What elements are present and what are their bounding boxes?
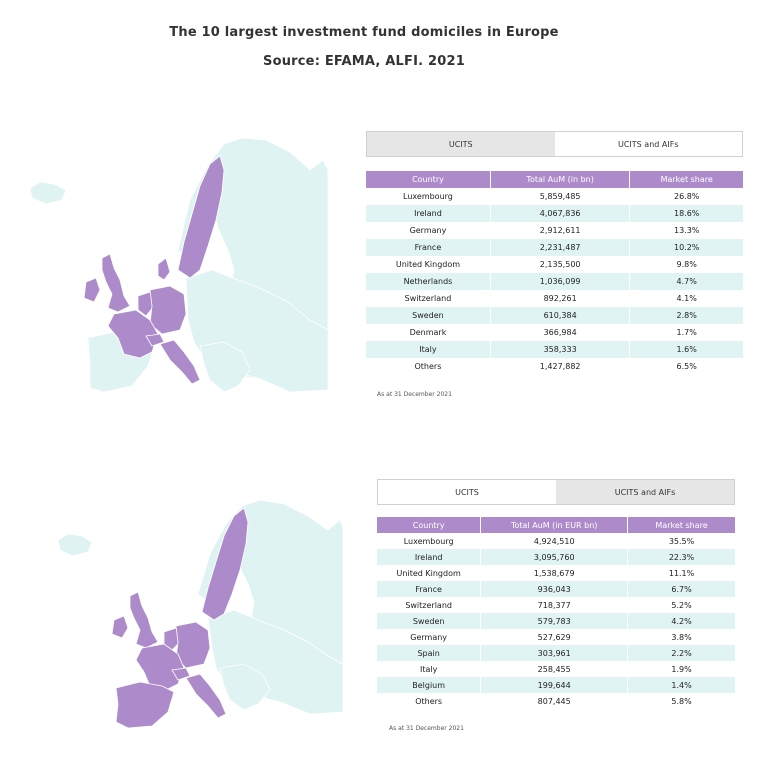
cell-aum: 4,067,836	[490, 205, 629, 222]
table-row	[377, 581, 735, 597]
table-row	[377, 565, 735, 581]
europe-map-ucits	[58, 498, 343, 730]
panel-ucits-aifs	[366, 131, 743, 375]
cell-country: Germany	[366, 222, 490, 239]
cell-country: Italy	[377, 661, 481, 677]
domicile-table	[377, 517, 735, 709]
cell-country: Switzerland	[366, 290, 490, 307]
column-header-aum: Total AuM (in bn)	[490, 171, 629, 188]
table-row	[366, 222, 743, 239]
cell-aum: 892,261	[490, 290, 629, 307]
cell-aum: 199,644	[481, 677, 628, 693]
cell-aum: 358,333	[490, 341, 629, 358]
table-row	[377, 613, 735, 629]
cell-share: 1.6%	[630, 341, 743, 358]
cell-country: France	[377, 581, 481, 597]
cell-aum: 2,231,487	[490, 239, 629, 256]
table-row	[377, 597, 735, 613]
table-row	[377, 645, 735, 661]
table-row	[366, 341, 743, 358]
table-row	[366, 324, 743, 341]
cell-share: 5.2%	[628, 597, 735, 613]
cell-country: Germany	[377, 629, 481, 645]
map-highlight-italy	[160, 340, 200, 384]
table-row	[366, 358, 743, 375]
cell-country: Ireland	[377, 549, 481, 565]
tab-bar	[377, 479, 735, 505]
cell-aum: 527,629	[481, 629, 628, 645]
cell-share: 1.7%	[630, 324, 743, 341]
panel-ucits	[377, 479, 735, 709]
cell-share: 4.2%	[628, 613, 735, 629]
cell-aum: 4,924,510	[481, 533, 628, 549]
table-row	[377, 661, 735, 677]
map-highlight-germany	[150, 286, 186, 334]
cell-country: Luxembourg	[366, 188, 490, 205]
footnote-date: As at 31 December 2021	[377, 391, 452, 398]
table-row	[377, 677, 735, 693]
cell-share: 6.7%	[628, 581, 735, 597]
cell-country: United Kingdom	[377, 565, 481, 581]
map-highlight-uk	[102, 254, 130, 312]
map-highlight-denmark	[158, 258, 170, 280]
tab-ucits-aifs[interactable]: UCITS and AIFs	[555, 132, 743, 156]
map-highlight-ireland	[112, 616, 128, 638]
column-header-share: Market share	[628, 517, 735, 533]
cell-country: Switzerland	[377, 597, 481, 613]
cell-country: Italy	[366, 341, 490, 358]
cell-aum: 1,036,099	[490, 273, 629, 290]
cell-share: 10.2%	[630, 239, 743, 256]
cell-aum: 258,455	[481, 661, 628, 677]
cell-country: United Kingdom	[366, 256, 490, 273]
cell-aum: 718,377	[481, 597, 628, 613]
cell-country: Ireland	[366, 205, 490, 222]
cell-country: Luxembourg	[377, 533, 481, 549]
map-land-iceland	[58, 534, 92, 556]
map-highlight-italy	[186, 674, 226, 718]
page-source: Source: EFAMA, ALFI. 2021	[263, 54, 465, 69]
cell-share: 22.3%	[628, 549, 735, 565]
cell-aum: 366,984	[490, 324, 629, 341]
table-row	[377, 549, 735, 565]
map-land-iceland	[30, 182, 66, 204]
cell-country: Sweden	[377, 613, 481, 629]
cell-share: 4.1%	[630, 290, 743, 307]
map-highlight-uk	[130, 592, 158, 648]
map-highlight-ireland	[84, 278, 100, 302]
table-row	[366, 290, 743, 307]
tab-ucits-aifs[interactable]: UCITS and AIFs	[556, 480, 734, 504]
cell-aum: 1,427,882	[490, 358, 629, 375]
column-header-country: Country	[377, 517, 481, 533]
page-title: The 10 largest investment fund domiciles in Europe	[169, 25, 559, 40]
cell-share: 26.8%	[630, 188, 743, 205]
table-row	[366, 239, 743, 256]
tab-ucits[interactable]: UCITS	[378, 480, 556, 504]
cell-share: 13.3%	[630, 222, 743, 239]
cell-share: 35.5%	[628, 533, 735, 549]
footnote-date: As at 31 December 2021	[389, 725, 464, 732]
cell-country: Others	[377, 693, 481, 709]
table-row	[366, 307, 743, 324]
cell-share: 2.8%	[630, 307, 743, 324]
column-header-aum: Total AuM (in EUR bn)	[481, 517, 628, 533]
tab-bar	[366, 131, 743, 157]
cell-aum: 807,445	[481, 693, 628, 709]
column-header-share: Market share	[630, 171, 743, 188]
table-row	[366, 273, 743, 290]
cell-country: France	[366, 239, 490, 256]
cell-share: 4.7%	[630, 273, 743, 290]
cell-country: Denmark	[366, 324, 490, 341]
cell-share: 18.6%	[630, 205, 743, 222]
cell-aum: 610,384	[490, 307, 629, 324]
cell-share: 1.4%	[628, 677, 735, 693]
cell-country: Sweden	[366, 307, 490, 324]
table-row	[377, 629, 735, 645]
cell-country: Spain	[377, 645, 481, 661]
table-row	[377, 533, 735, 549]
column-header-country: Country	[366, 171, 490, 188]
cell-share: 6.5%	[630, 358, 743, 375]
table-row	[366, 256, 743, 273]
cell-aum: 303,961	[481, 645, 628, 661]
cell-aum: 579,783	[481, 613, 628, 629]
cell-aum: 2,912,611	[490, 222, 629, 239]
europe-map-ucits-aifs	[28, 130, 328, 400]
cell-share: 3.8%	[628, 629, 735, 645]
cell-aum: 936,043	[481, 581, 628, 597]
cell-country: Belgium	[377, 677, 481, 693]
cell-share: 2.2%	[628, 645, 735, 661]
cell-aum: 5,859,485	[490, 188, 629, 205]
cell-share: 9.8%	[630, 256, 743, 273]
cell-country: Others	[366, 358, 490, 375]
cell-aum: 3,095,760	[481, 549, 628, 565]
cell-aum: 1,538,679	[481, 565, 628, 581]
tab-ucits[interactable]: UCITS	[367, 132, 555, 156]
cell-share: 5.8%	[628, 693, 735, 709]
cell-country: Netherlands	[366, 273, 490, 290]
domicile-table	[366, 171, 743, 375]
cell-share: 1.9%	[628, 661, 735, 677]
table-row	[366, 188, 743, 205]
map-highlight-spain	[116, 682, 174, 728]
cell-aum: 2,135,500	[490, 256, 629, 273]
cell-share: 11.1%	[628, 565, 735, 581]
table-row	[366, 205, 743, 222]
table-row	[377, 693, 735, 709]
